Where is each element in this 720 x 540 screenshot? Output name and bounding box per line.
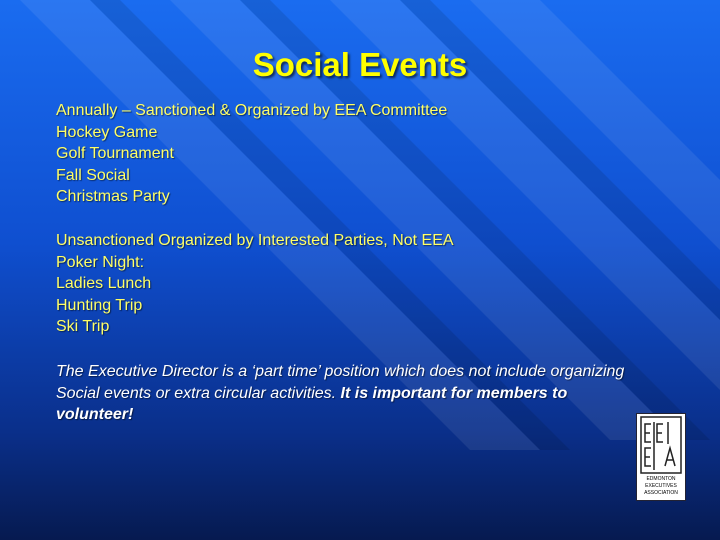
event-item: Hockey Game — [56, 123, 158, 141]
unsanctioned-events-section — [56, 230, 454, 338]
event-item: Poker Night: — [56, 253, 145, 271]
sanctioned-heading: Annually – Sanctioned & Organized by EEA Committee — [56, 102, 448, 119]
slide-title: Social Events — [252, 46, 468, 83]
event-item: Golf Tournament — [56, 145, 174, 162]
logo-line-2: EXECUTIVES — [645, 483, 677, 489]
note-emphasis: It is important for members to volunteer! — [56, 384, 568, 423]
logo-line-3: ASSOCIATION — [644, 490, 678, 496]
event-item: Ladies Lunch — [56, 275, 152, 292]
logo-line-1: EDMONTON — [646, 476, 676, 482]
eea-logo-mark — [637, 414, 685, 476]
event-item: Hunting Trip — [56, 296, 143, 314]
event-item: Fall Social — [56, 166, 130, 184]
note-text: The Executive Director is a ‘part time’ position which does not include organizing Social events or extra circular activities. — [56, 363, 625, 402]
eea-logo — [636, 413, 686, 501]
sanctioned-events-section — [56, 100, 447, 208]
executive-director-note — [56, 361, 636, 426]
event-item: Ski Trip — [56, 318, 110, 335]
unsanctioned-heading: Unsanctioned Organized by Interested Parties, Not EEA — [56, 232, 454, 249]
event-item: Christmas Party — [56, 188, 170, 205]
